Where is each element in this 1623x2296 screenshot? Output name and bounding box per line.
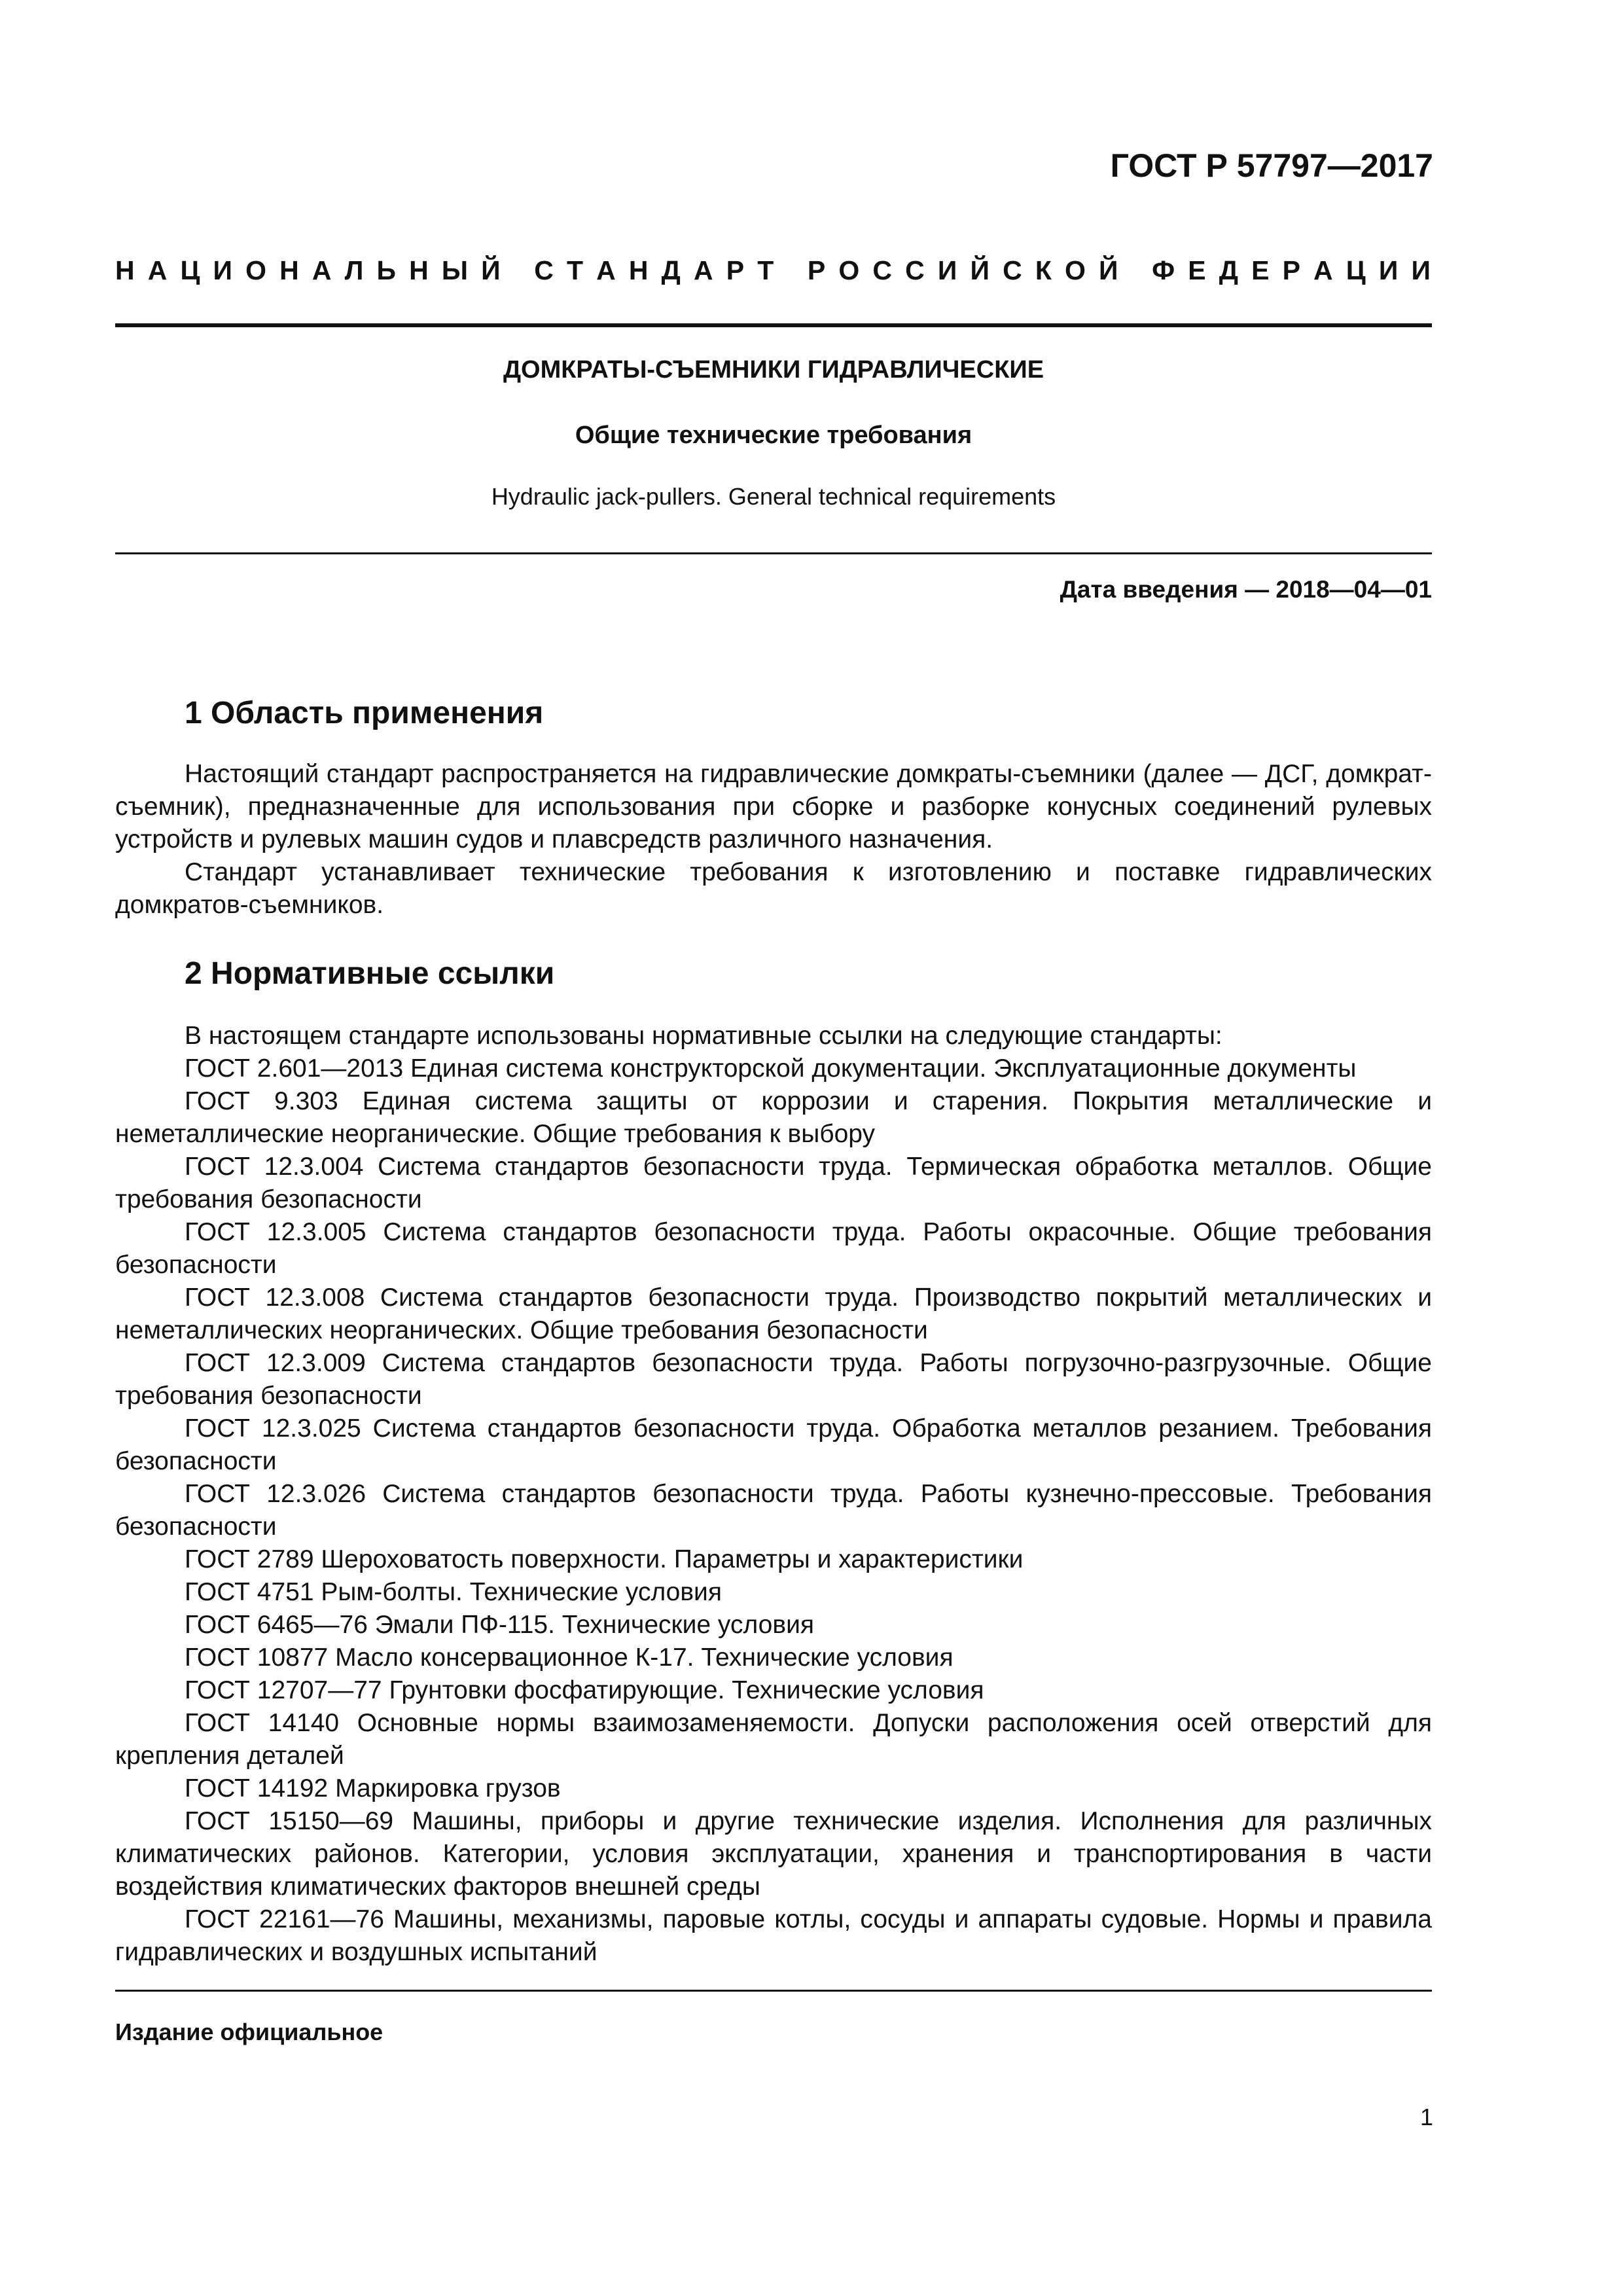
section-2-heading: 2 Нормативные ссылки: [185, 956, 555, 991]
reference-item: ГОСТ 12.3.009 Система стандартов безопасности труда. Работы погрузочно-разгрузочные. Общие требования безопасности: [115, 1349, 1432, 1410]
section-2-intro: В настоящем стандарте использованы нормативные ссылки на следующие стандарты:: [185, 1022, 1222, 1050]
reference-item: ГОСТ 10877 Масло консервационное К-17. Технические условия: [185, 1643, 954, 1672]
document-subtitle: Общие технические требования: [575, 422, 972, 449]
introduction-date: Дата введения — 2018—04—01: [1060, 576, 1432, 603]
reference-item: ГОСТ 12.3.004 Система стандартов безопасности труда. Термическая обработка металлов. Общие требования безопасности: [115, 1153, 1432, 1213]
header-divider: [115, 323, 1432, 327]
document-title-english: Hydraulic jack-pullers. General technical requirements: [491, 483, 1056, 510]
reference-item: ГОСТ 14140 Основные нормы взаимозаменяемости. Допуски расположения осей отверстий для крепления деталей: [115, 1709, 1432, 1770]
reference-item: ГОСТ 12707—77 Грунтовки фосфатирующие. Технические условия: [185, 1676, 984, 1704]
page-number: 1: [1419, 2104, 1433, 2130]
reference-item: ГОСТ 15150—69 Машины, приборы и другие технические изделия. Исполнения для различных климатических районов. Категории, условия эксплуатации, хранения и транспортирования в части воздействия климатических факторов внешней среды: [115, 1807, 1432, 1901]
title-divider: [115, 552, 1432, 554]
section-1-heading: 1 Область применения: [185, 696, 544, 730]
reference-item: ГОСТ 9.303 Единая система защиты от коррозии и старения. Покрытия металлические и неметаллические неорганические. Общие требования к выбору: [115, 1087, 1432, 1148]
reference-item: ГОСТ 6465—76 Эмали ПФ-115. Технические условия: [185, 1611, 814, 1639]
reference-item: ГОСТ 14192 Маркировка грузов: [185, 1774, 561, 1803]
document-designation: ГОСТ Р 57797—2017: [1110, 147, 1433, 184]
section-1-paragraph: Стандарт устанавливает технические требования к изготовлению и поставке гидравлических домкратов-съемников.: [115, 858, 1432, 919]
national-standard-heading: Н А Ц И О Н А Л Ь Н Ы Й С Т А Н Д А Р Т Р О С С И Й С К О Й Ф Е Д Е Р А Ц И И: [115, 255, 1431, 285]
reference-item: ГОСТ 4751 Рым-болты. Технические условия: [185, 1578, 722, 1606]
reference-item: ГОСТ 2789 Шероховатость поверхности. Параметры и характеристики: [185, 1545, 1024, 1573]
edition-note: Издание официальное: [115, 2018, 383, 2045]
reference-item: ГОСТ 12.3.026 Система стандартов безопасности труда. Работы кузнечно-прессовые. Требования безопасности: [115, 1480, 1432, 1541]
reference-item: ГОСТ 12.3.025 Система стандартов безопасности труда. Обработка металлов резанием. Требования безопасности: [115, 1414, 1432, 1475]
document-title: ДОМКРАТЫ-СЪЕМНИКИ ГИДРАВЛИЧЕСКИЕ: [503, 356, 1044, 384]
reference-item: ГОСТ 22161—76 Машины, механизмы, паровые котлы, сосуды и аппараты судовые. Нормы и правила гидравлических и воздушных испытаний: [115, 1905, 1432, 1966]
reference-item: ГОСТ 2.601—2013 Единая система конструкторской документации. Эксплуатационные документы: [185, 1054, 1357, 1083]
footer-divider: [115, 1990, 1432, 1992]
section-1-body: [115, 758, 1432, 922]
reference-item: ГОСТ 12.3.005 Система стандартов безопасности труда. Работы окрасочные. Общие требования безопасности: [115, 1218, 1432, 1279]
reference-item: ГОСТ 12.3.008 Система стандартов безопасности труда. Производство покрытий металлических и неметаллических неорганических. Общие требования безопасности: [115, 1283, 1432, 1344]
section-2-body: [115, 1020, 1432, 1969]
section-1-paragraph: Настоящий стандарт распространяется на гидравлические домкраты-съемники (далее — ДСГ, домкрат-съемник), предназначенные для использования при сборке и разборке конусных соединений рулевых устройств и рулевых машин судов и плавсредств различного назначения.: [115, 760, 1432, 853]
